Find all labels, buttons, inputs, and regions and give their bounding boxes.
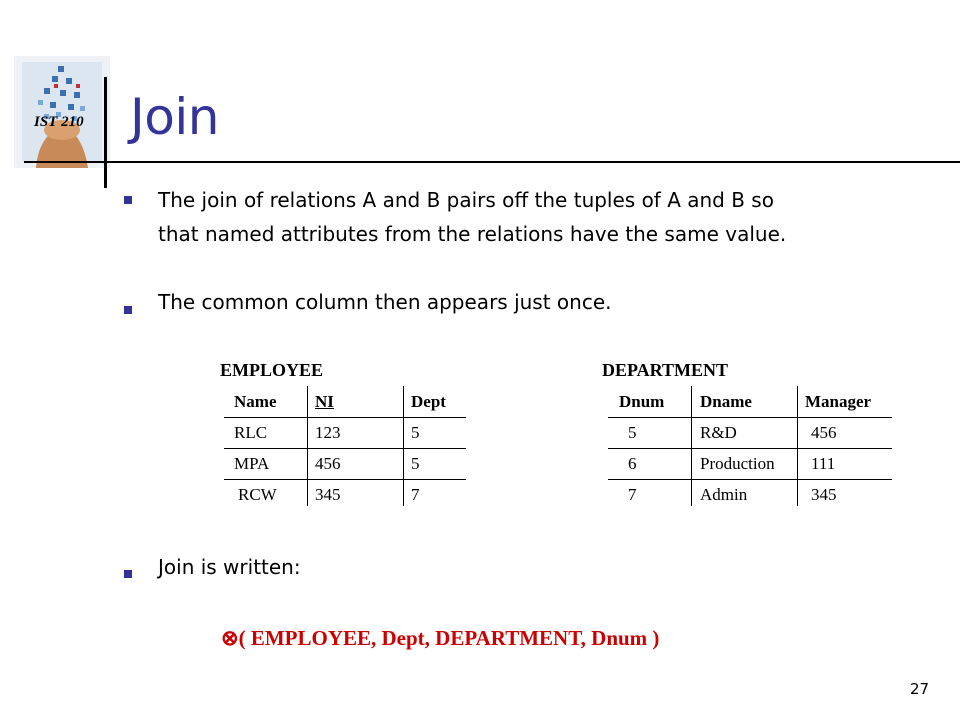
- table-header-row: [608, 386, 892, 417]
- row-divider: [608, 479, 892, 480]
- table-row: [608, 479, 892, 510]
- header-ni: NI: [315, 392, 334, 411]
- table-row: [608, 448, 892, 479]
- table-row: [224, 417, 466, 448]
- cell-dname: R&D: [700, 423, 737, 442]
- cell-dname: Admin: [700, 485, 748, 504]
- logo-text: IST 210: [34, 114, 84, 130]
- cell-name: RCW: [238, 485, 277, 504]
- header-name: Name: [234, 392, 277, 411]
- cell-name: MPA: [234, 454, 270, 473]
- row-divider: [608, 448, 892, 449]
- bullet-text-1: The join of relations A and B pairs off the tuples of A and B so: [158, 188, 774, 212]
- logo-graphic-icon: [14, 56, 110, 168]
- column-divider: [307, 386, 308, 506]
- cell-ni: 456: [315, 454, 341, 473]
- header-dept: Dept: [411, 392, 446, 411]
- table-row: [224, 448, 466, 479]
- row-divider: [224, 448, 466, 449]
- cell-manager: 111: [811, 454, 836, 473]
- join-formula: ⊗( EMPLOYEE, Dept, DEPARTMENT, Dnum ): [221, 626, 660, 650]
- cell-dnum: 5: [628, 423, 637, 442]
- title-underline: [24, 161, 960, 163]
- table-row: [224, 479, 466, 510]
- cell-name: RLC: [234, 423, 268, 442]
- cell-dept: 7: [411, 485, 420, 504]
- row-divider: [224, 417, 466, 418]
- cell-ni: 123: [315, 423, 341, 442]
- employee-table-title: EMPLOYEE: [220, 360, 324, 380]
- slide-title: Join: [130, 88, 219, 146]
- department-table-title: DEPARTMENT: [602, 360, 729, 380]
- department-table: [608, 386, 892, 506]
- bullet-icon: [124, 306, 132, 314]
- cell-dname: Production: [700, 454, 775, 473]
- bullet-text-2: The common column then appears just once.: [158, 290, 612, 314]
- cell-dnum: 6: [628, 454, 637, 473]
- ist210-logo: [14, 56, 110, 168]
- table-header-row: [224, 386, 466, 417]
- cell-manager: 456: [811, 423, 837, 442]
- page-number: 27: [910, 680, 930, 698]
- bullet-text-1-cont: that named attributes from the relations have the same value.: [158, 222, 787, 246]
- cell-dept: 5: [411, 454, 420, 473]
- header-dnum: Dnum: [619, 392, 665, 411]
- column-divider: [691, 386, 692, 506]
- cell-dept: 5: [411, 423, 420, 442]
- column-divider: [403, 386, 404, 506]
- row-divider: [224, 479, 466, 480]
- employee-table: [224, 386, 466, 506]
- vertical-divider: [104, 77, 107, 188]
- header-dname: Dname: [700, 392, 752, 411]
- column-divider: [797, 386, 798, 506]
- bullet-text-3: Join is written:: [158, 555, 301, 579]
- bullet-icon: [124, 570, 132, 578]
- row-divider: [608, 417, 892, 418]
- header-manager: Manager: [805, 392, 872, 411]
- cell-manager: 345: [811, 485, 837, 504]
- table-row: [608, 417, 892, 448]
- cell-ni: 345: [315, 485, 341, 504]
- bullet-icon: [124, 196, 132, 204]
- cell-dnum: 7: [628, 485, 637, 504]
